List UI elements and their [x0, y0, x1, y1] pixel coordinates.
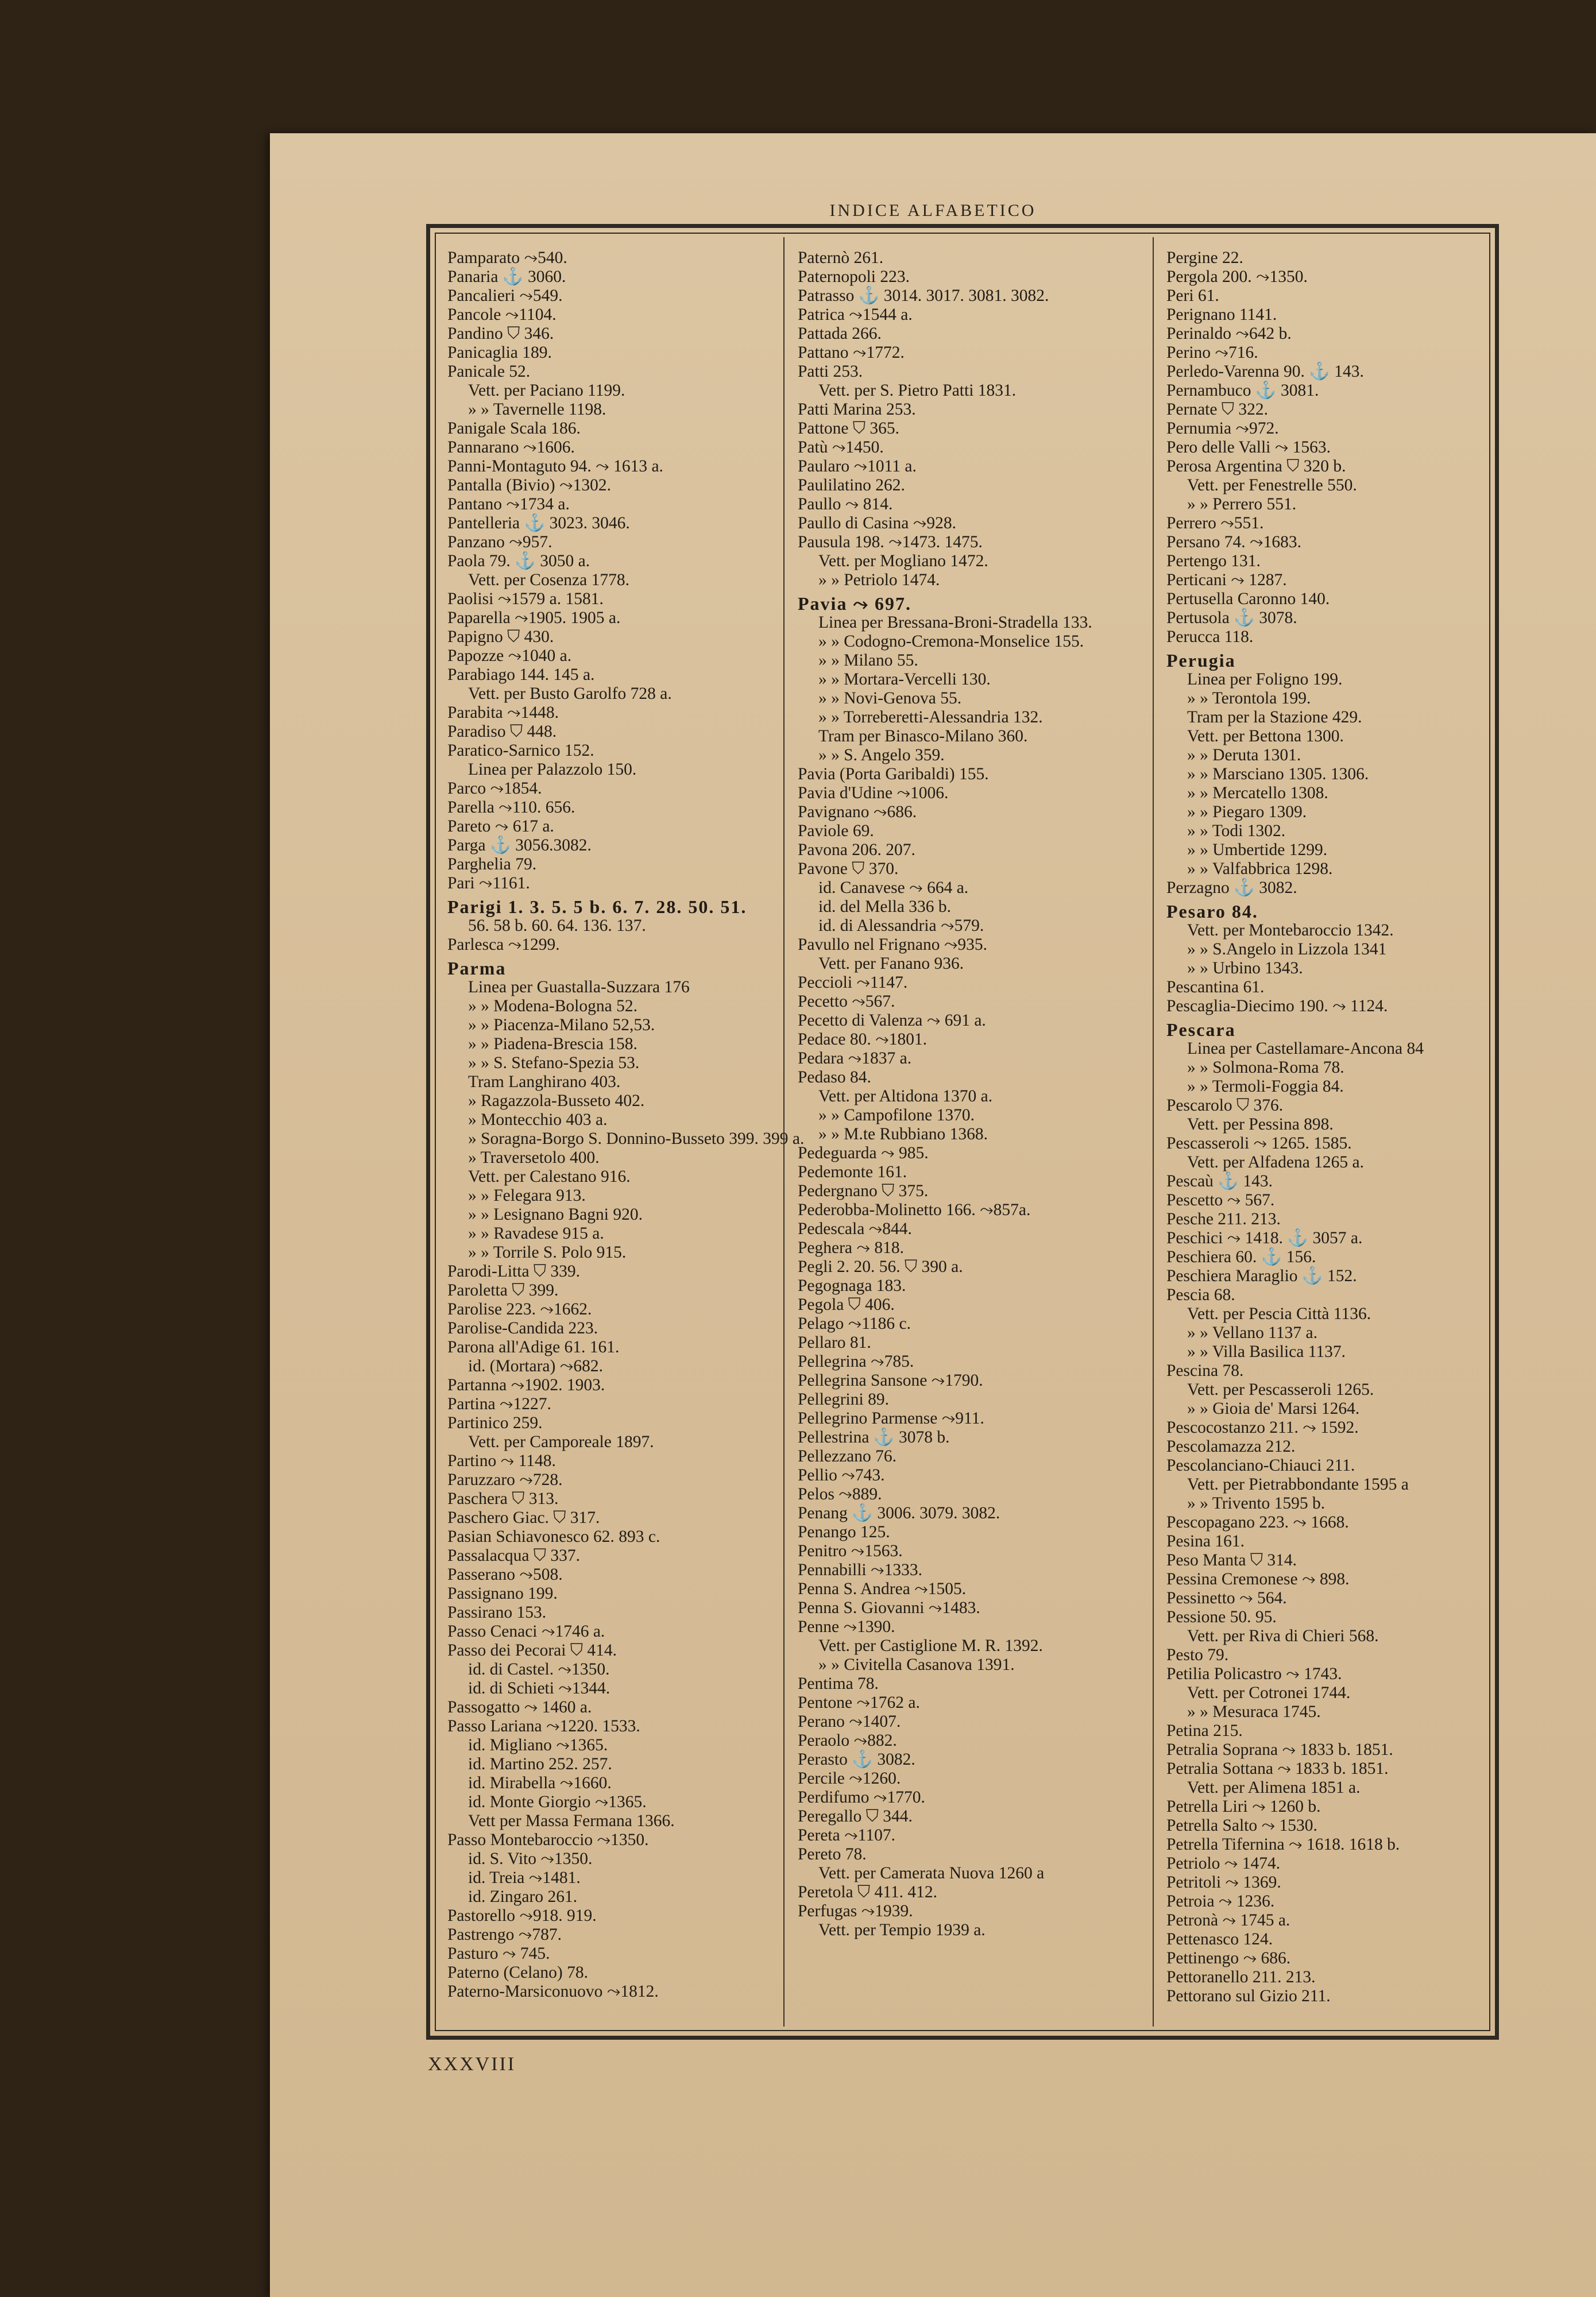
- index-subentry: » » Civitella Casanova 1391.: [818, 1656, 1015, 1674]
- index-entry: Pastrengo ⤳787.: [447, 1925, 562, 1944]
- index-subentry: » Montecchio 403 a.: [468, 1111, 608, 1129]
- index-entry: Partanna ⤳1902. 1903.: [447, 1376, 605, 1394]
- index-entry: Parghelia 79.: [447, 855, 537, 873]
- index-subentry: Vett. per Tempio 1939 a.: [818, 1921, 986, 1939]
- index-subentry: » » Trivento 1595 b.: [1187, 1494, 1326, 1513]
- index-subentry: » » Marsciano 1305. 1306.: [1187, 765, 1369, 783]
- index-subentry: » » Ravadese 915 a.: [468, 1224, 604, 1243]
- index-entry: Paola 79. ⚓ 3050 a.: [447, 552, 590, 570]
- index-entry: Petronà ⤳ 1745 a.: [1166, 1911, 1290, 1929]
- index-entry: Pesche 211. 213.: [1166, 1210, 1281, 1228]
- index-entry: Perzagno ⚓ 3082.: [1166, 879, 1297, 897]
- index-entry: Pasturo ⤳ 745.: [447, 1944, 550, 1963]
- index-entry: Perasto ⚓ 3082.: [798, 1750, 915, 1769]
- index-entry: Panicaglia 189.: [447, 343, 552, 362]
- index-entry: Pennabilli ⤳1333.: [798, 1561, 922, 1579]
- index-subentry: » » Mesuraca 1745.: [1187, 1703, 1321, 1721]
- index-subentry: Vett. per Fenestrelle 550.: [1187, 476, 1357, 494]
- index-entry: Paratico-Sarnico 152.: [447, 741, 594, 760]
- index-entry: Papozze ⤳1040 a.: [447, 647, 572, 665]
- index-entry: Panigale Scala 186.: [447, 419, 581, 438]
- index-entry: Perrero ⤳551.: [1166, 514, 1264, 532]
- index-entry: Pero delle Valli ⤳ 1563.: [1166, 438, 1331, 457]
- page-number: XXXVIII: [428, 2054, 516, 2075]
- index-entry: Pedergnano ⛉ 375.: [798, 1182, 929, 1200]
- index-entry: Pereto 78.: [798, 1845, 867, 1863]
- index-entry: Parabita ⤳1448.: [447, 703, 559, 722]
- index-entry: Pescopagano 223. ⤳ 1668.: [1166, 1513, 1349, 1532]
- index-entry: Petritoli ⤳ 1369.: [1166, 1873, 1281, 1892]
- index-entry: Perignano 1141.: [1166, 306, 1277, 324]
- index-entry: Perinaldo ⤳642 b.: [1166, 324, 1292, 343]
- index-entry: Panaria ⚓ 3060.: [447, 268, 566, 286]
- index-entry: Patrasso ⚓ 3014. 3017. 3081. 3082.: [798, 287, 1049, 305]
- index-entry: Panzano ⤳957.: [447, 533, 552, 551]
- index-entry: Pedemonte 161.: [798, 1163, 907, 1181]
- index-entry: Patrica ⤳1544 a.: [798, 306, 913, 324]
- index-entry: Petrella Salto ⤳ 1530.: [1166, 1816, 1317, 1835]
- index-entry: Pattone ⛉ 365.: [798, 419, 899, 438]
- index-entry: Pegli 2. 20. 56. ⛉ 390 a.: [798, 1258, 963, 1276]
- index-entry: Pavia (Porta Garibaldi) 155.: [798, 765, 989, 783]
- index-entry: Pettorano sul Gizio 211.: [1166, 1987, 1331, 2005]
- index-subentry: Vett. per Calestano 916.: [468, 1167, 631, 1186]
- index-entry: Paroletta ⛉ 399.: [447, 1281, 559, 1300]
- index-entry: Pari ⤳1161.: [447, 874, 530, 892]
- index-heading: Parigi 1. 3. 5. 5 b. 6. 7. 28. 50. 51.: [447, 896, 747, 917]
- index-entry: Pescaù ⚓ 143.: [1166, 1172, 1273, 1190]
- index-entry: Pedaso 84.: [798, 1068, 871, 1086]
- index-subentry: » Soragna-Borgo S. Donnino-Busseto 399. 399 a.: [468, 1130, 805, 1148]
- index-entry: Penna S. Andrea ⤳1505.: [798, 1580, 967, 1598]
- index-entry: Pasian Schiavonesco 62. 893 c.: [447, 1528, 660, 1546]
- index-subentry: Linea per Guastalla-Suzzara 176: [468, 978, 690, 996]
- index-entry: Peri 61.: [1166, 287, 1219, 305]
- index-entry: Paullo di Casina ⤳928.: [798, 514, 956, 532]
- index-entry: Pertusella Caronno 140.: [1166, 590, 1330, 608]
- index-subentry: Vett per Massa Fermana 1366.: [468, 1812, 675, 1830]
- index-entry: Parolise 223. ⤳1662.: [447, 1300, 592, 1318]
- index-heading: Parma: [447, 958, 507, 979]
- index-entry: Paradiso ⛉ 448.: [447, 722, 557, 741]
- index-subentry: Tram per la Stazione 429.: [1187, 708, 1362, 726]
- index-entry: Pandino ⛉ 346.: [447, 324, 554, 343]
- index-subentry: » » Novi-Genova 55.: [818, 689, 962, 707]
- index-entry: Pellio ⤳743.: [798, 1466, 885, 1484]
- index-entry: Pertengo 131.: [1166, 552, 1261, 570]
- index-subentry: Vett. per Fanano 936.: [818, 954, 964, 973]
- index-entry: Pedescala ⤳844.: [798, 1220, 912, 1238]
- index-entry: Pergola 200. ⤳1350.: [1166, 268, 1308, 286]
- index-entry: Pesina 161.: [1166, 1532, 1245, 1550]
- index-entry: Pereta ⤳1107.: [798, 1826, 895, 1844]
- index-entry: Passerano ⤳508.: [447, 1565, 563, 1584]
- index-subentry: » » Petriolo 1474.: [818, 571, 940, 589]
- index-subentry: » » Valfabbrica 1298.: [1187, 860, 1333, 878]
- index-entry: Pellegrino Parmense ⤳911.: [798, 1409, 984, 1428]
- index-entry: Partino ⤳ 1148.: [447, 1452, 556, 1470]
- index-subentry: id. Canavese ⤳ 664 a.: [818, 879, 969, 897]
- index-entry: Pescasseroli ⤳ 1265. 1585.: [1166, 1134, 1352, 1153]
- index-entry: Perledo-Varenna 90. ⚓ 143.: [1166, 362, 1364, 381]
- index-entry: Pescarolo ⛉ 376.: [1166, 1096, 1284, 1115]
- index-entry: Pellestrina ⚓ 3078 b.: [798, 1428, 950, 1447]
- index-subentry: » » Piadena-Brescia 158.: [468, 1035, 637, 1053]
- index-entry: Pancole ⤳1104.: [447, 306, 557, 324]
- index-heading: Perugia: [1166, 650, 1236, 671]
- index-entry: Partinico 259.: [447, 1414, 543, 1432]
- index-subentry: » » Perrero 551.: [1187, 495, 1297, 513]
- index-entry: Parolise-Candida 223.: [447, 1319, 598, 1337]
- index-entry: Pausula 198. ⤳1473. 1475.: [798, 533, 983, 551]
- index-entry: Perosa Argentina ⛉ 320 b.: [1166, 457, 1346, 475]
- index-entry: Pergine 22.: [1166, 249, 1243, 267]
- index-subentry: 56. 58 b. 60. 64. 136. 137.: [468, 917, 646, 935]
- running-head: INDICE ALFABETICO: [829, 201, 1037, 220]
- index-entry: Pesto 79.: [1166, 1646, 1229, 1664]
- index-subentry: » » S. Angelo 359.: [818, 746, 945, 764]
- index-subentry: Tram Langhirano 403.: [468, 1073, 621, 1091]
- index-entry: Pessione 50. 95.: [1166, 1608, 1277, 1626]
- index-subentry: » » S. Stefano-Spezia 53.: [468, 1054, 640, 1072]
- index-entry: Pescocostanzo 211. ⤳ 1592.: [1166, 1418, 1359, 1437]
- index-frame: [426, 224, 1499, 2040]
- index-subentry: » » Mercatello 1308.: [1187, 784, 1328, 802]
- index-entry: Pentone ⤳1762 a.: [798, 1693, 920, 1712]
- index-entry: Pernumia ⤳972.: [1166, 419, 1279, 438]
- index-entry: Paterno (Celano) 78.: [447, 1963, 588, 1982]
- index-entry: Pegola ⛉ 406.: [798, 1296, 895, 1314]
- index-column-2: [798, 249, 1092, 1940]
- index-column-1: [447, 249, 804, 2001]
- index-entry: Petina 215.: [1166, 1722, 1243, 1740]
- index-entry: Pescolanciano-Chiauci 211.: [1166, 1456, 1355, 1475]
- index-column-3: [1166, 249, 1424, 2006]
- index-entry: Pedeguarda ⤳ 985.: [798, 1144, 929, 1162]
- index-entry: Partina ⤳1227.: [447, 1395, 551, 1413]
- index-subentry: Vett. per Busto Garolfo 728 a.: [468, 685, 672, 703]
- index-subentry: » » Vellano 1137 a.: [1187, 1324, 1317, 1342]
- index-subentry: » » Umbertide 1299.: [1187, 841, 1328, 859]
- index-subentry: » Ragazzola-Busseto 402.: [468, 1092, 645, 1110]
- index-subentry: » » Piacenza-Milano 52,53.: [468, 1016, 655, 1034]
- index-subentry: id. di Castel. ⤳1350.: [468, 1660, 610, 1679]
- index-entry: Pastorello ⤳918. 919.: [447, 1907, 597, 1925]
- index-subentry: Vett. per S. Pietro Patti 1831.: [818, 381, 1017, 400]
- index-subentry: Vett. per Cotronei 1744.: [1187, 1684, 1351, 1702]
- book-page: [270, 133, 1596, 2297]
- index-entry: Passo Cenaci ⤳1746 a.: [447, 1622, 605, 1641]
- index-entry: Pannarano ⤳1606.: [447, 438, 575, 457]
- index-entry: Perano ⤳1407.: [798, 1712, 901, 1731]
- index-entry: Petralia Soprana ⤳ 1833 b. 1851.: [1166, 1741, 1393, 1759]
- index-subentry: » » Lesignano Bagni 920.: [468, 1205, 643, 1224]
- index-entry: Paularo ⤳1011 a.: [798, 457, 917, 475]
- index-entry: Paterno-Marsiconuovo ⤳1812.: [447, 1982, 659, 2001]
- index-entry: Petilia Policastro ⤳ 1743.: [1166, 1665, 1342, 1683]
- index-subentry: » » Campofilone 1370.: [818, 1106, 975, 1124]
- index-subentry: Vett. per Cosenza 1778.: [468, 571, 629, 589]
- index-subentry: » » Deruta 1301.: [1187, 746, 1301, 764]
- index-entry: Peraolo ⤳882.: [798, 1731, 897, 1750]
- index-entry: Pettenasco 124.: [1166, 1930, 1273, 1948]
- column-separator: [1153, 237, 1154, 2027]
- index-subentry: Vett. per Pessina 898.: [1187, 1115, 1334, 1134]
- index-entry: Pernate ⛉ 322.: [1166, 400, 1268, 419]
- index-entry: Panni-Montaguto 94. ⤳ 1613 a.: [447, 457, 663, 475]
- index-subentry: id. Monte Giorgio ⤳1365.: [468, 1793, 647, 1811]
- index-entry: Pavia d'Udine ⤳1006.: [798, 784, 949, 802]
- index-subentry: Vett. per Bettona 1300.: [1187, 727, 1344, 745]
- index-entry: Pentima 78.: [798, 1675, 879, 1693]
- index-entry: Perucca 118.: [1166, 628, 1254, 646]
- index-entry: Paschero Giac. ⛉ 317.: [447, 1509, 600, 1527]
- index-subentry: Linea per Bressana-Broni-Stradella 133.: [818, 613, 1092, 632]
- index-subentry: id. Migliano ⤳1365.: [468, 1736, 608, 1754]
- index-entry: Pattano ⤳1772.: [798, 343, 905, 362]
- index-subentry: » » Modena-Bologna 52.: [468, 997, 637, 1015]
- index-subentry: » » Termoli-Foggia 84.: [1187, 1077, 1344, 1096]
- index-subentry: Vett. per Altidona 1370 a.: [818, 1087, 993, 1105]
- index-subentry: Vett. per Mogliano 1472.: [818, 552, 988, 570]
- index-entry: Patù ⤳1450.: [798, 438, 884, 457]
- index-entry: Petroia ⤳ 1236.: [1166, 1892, 1275, 1911]
- index-subentry: Vett. per Riva di Chieri 568.: [1187, 1627, 1379, 1645]
- index-entry: Pellegrini 89.: [798, 1390, 889, 1409]
- index-entry: Penne ⤳1390.: [798, 1618, 895, 1636]
- index-entry: Pedara ⤳1837 a.: [798, 1049, 912, 1068]
- index-entry: Pessinetto ⤳ 564.: [1166, 1589, 1287, 1607]
- index-entry: Pedace 80. ⤳1801.: [798, 1030, 928, 1049]
- index-entry: Pattada 266.: [798, 324, 882, 343]
- index-entry: Peschici ⤳ 1418. ⚓ 3057 a.: [1166, 1229, 1363, 1247]
- index-entry: Pescantina 61.: [1166, 978, 1265, 996]
- index-entry: Peretola ⛉ 411. 412.: [798, 1883, 938, 1901]
- index-entry: Pelos ⤳889.: [798, 1485, 882, 1503]
- index-entry: Parodi-Litta ⛉ 339.: [447, 1262, 581, 1281]
- index-subentry: id. Zingaro 261.: [468, 1888, 578, 1906]
- index-entry: Paolisi ⤳1579 a. 1581.: [447, 590, 604, 608]
- index-subentry: id. S. Vito ⤳1350.: [468, 1850, 593, 1868]
- index-entry: Petrella Liri ⤳ 1260 b.: [1166, 1797, 1321, 1816]
- index-entry: Persano 74. ⤳1683.: [1166, 533, 1301, 551]
- index-subentry: » » Milano 55.: [818, 651, 918, 670]
- index-entry: Perino ⤳716.: [1166, 343, 1258, 362]
- index-entry: Pelago ⤳1186 c.: [798, 1314, 911, 1333]
- index-entry: Petrella Tifernina ⤳ 1618. 1618 b.: [1166, 1835, 1400, 1854]
- index-entry: Paulilatino 262.: [798, 476, 905, 494]
- index-subentry: Vett. per Paciano 1199.: [468, 381, 625, 400]
- index-subentry: Vett. per Castiglione M. R. 1392.: [818, 1637, 1043, 1655]
- index-entry: Pettoranello 211. 213.: [1166, 1968, 1316, 1986]
- index-entry: Parga ⚓ 3056.3082.: [447, 836, 592, 854]
- index-subentry: » » Felegara 913.: [468, 1186, 586, 1205]
- index-entry: Pantano ⤳1734 a.: [447, 495, 570, 513]
- index-subentry: Tram per Binasco-Milano 360.: [818, 727, 1028, 745]
- index-entry: Pettinengo ⤳ 686.: [1166, 1949, 1291, 1967]
- index-subentry: Vett. per Pietrabbondante 1595 a: [1187, 1475, 1409, 1494]
- index-entry: Paullo ⤳ 814.: [798, 495, 893, 513]
- index-entry: Pavignano ⤳686.: [798, 803, 917, 821]
- index-entry: Peghera ⤳ 818.: [798, 1239, 904, 1257]
- index-subentry: » » Urbino 1343.: [1187, 959, 1303, 977]
- index-heading: Pescara: [1166, 1019, 1236, 1040]
- index-entry: Pavullo nel Frignano ⤳935.: [798, 935, 988, 954]
- index-entry: Penna S. Giovanni ⤳1483.: [798, 1599, 980, 1617]
- index-entry: Panicale 52.: [447, 362, 531, 381]
- index-subentry: » » Solmona-Roma 78.: [1187, 1058, 1344, 1077]
- index-entry: Percile ⤳1260.: [798, 1769, 901, 1788]
- index-entry: Pessina Cremonese ⤳ 898.: [1166, 1570, 1350, 1588]
- index-entry: Pantalla (Bivio) ⤳1302.: [447, 476, 611, 494]
- index-subentry: id. di Schieti ⤳1344.: [468, 1679, 610, 1697]
- index-entry: Peso Manta ⛉ 314.: [1166, 1551, 1297, 1569]
- index-subentry: » » Gioia de' Marsi 1264.: [1187, 1399, 1360, 1418]
- index-entry: Passignano 199.: [447, 1584, 558, 1603]
- index-subentry: Vett. per Alfadena 1265 a.: [1187, 1153, 1365, 1171]
- index-entry: Pellezzano 76.: [798, 1447, 897, 1465]
- index-entry: Paparella ⤳1905. 1905 a.: [447, 609, 621, 627]
- index-entry: Parona all'Adige 61. 161.: [447, 1338, 620, 1356]
- index-entry: Perdifumo ⤳1770.: [798, 1788, 925, 1807]
- index-entry: Penitro ⤳1563.: [798, 1542, 903, 1560]
- index-entry: Pellegrina Sansone ⤳1790.: [798, 1371, 983, 1390]
- index-subentry: » » Mortara-Vercelli 130.: [818, 670, 991, 689]
- index-entry: Passo Montebaroccio ⤳1350.: [447, 1831, 649, 1849]
- index-entry: Passo Lariana ⤳1220. 1533.: [447, 1717, 640, 1735]
- index-entry: Papigno ⛉ 430.: [447, 628, 554, 646]
- index-entry: Pegognaga 183.: [798, 1277, 906, 1295]
- index-subentry: Linea per Castellamare-Ancona 84: [1187, 1039, 1424, 1058]
- index-subentry: » » Codogno-Cremona-Monselice 155.: [818, 632, 1084, 651]
- index-entry: Pellegrina ⤳785.: [798, 1352, 914, 1371]
- index-entry: Passalacqua ⛉ 337.: [447, 1546, 581, 1565]
- index-entry: Parlesca ⤳1299.: [447, 935, 560, 954]
- index-entry: Pavone ⛉ 370.: [798, 860, 899, 878]
- index-entry: Pecetto di Valenza ⤳ 691 a.: [798, 1011, 986, 1030]
- index-entry: Peregallo ⛉ 344.: [798, 1807, 913, 1826]
- index-entry: Passogatto ⤳ 1460 a.: [447, 1698, 592, 1716]
- index-entry: Penango 125.: [798, 1523, 890, 1541]
- index-entry: Pescolamazza 212.: [1166, 1437, 1296, 1456]
- index-entry: Paschera ⛉ 313.: [447, 1490, 559, 1508]
- index-entry: Pescina 78.: [1166, 1362, 1244, 1380]
- index-subentry: id. Treia ⤳1481.: [468, 1869, 581, 1887]
- index-heading: Pavia ⤳ 697.: [798, 593, 912, 614]
- index-subentry: » » Torreberetti-Alessandria 132.: [818, 708, 1043, 726]
- index-heading: Pesaro 84.: [1166, 901, 1258, 922]
- index-entry: Pavona 206. 207.: [798, 841, 915, 859]
- index-subentry: » » Villa Basilica 1137.: [1187, 1343, 1346, 1361]
- index-entry: Pamparato ⤳540.: [447, 249, 567, 267]
- index-entry: Paternopoli 223.: [798, 268, 910, 286]
- index-entry: Peschiera 60. ⚓ 156.: [1166, 1248, 1316, 1266]
- index-subentry: » » Tavernelle 1198.: [468, 400, 606, 419]
- index-subentry: Linea per Foligno 199.: [1187, 670, 1343, 689]
- index-entry: Peschiera Maraglio ⚓ 152.: [1166, 1267, 1357, 1285]
- index-entry: Pantelleria ⚓ 3023. 3046.: [447, 514, 630, 532]
- index-subentry: » Traversetolo 400.: [468, 1148, 600, 1167]
- index-subentry: » » Torrile S. Polo 915.: [468, 1243, 627, 1262]
- index-entry: Patti 253.: [798, 362, 863, 381]
- index-entry: Pareto ⤳ 617 a.: [447, 817, 554, 836]
- index-entry: Parabiago 144. 145 a.: [447, 666, 595, 684]
- index-subentry: » » S.Angelo in Lizzola 1341: [1187, 940, 1387, 958]
- index-entry: Parco ⤳1854.: [447, 779, 542, 798]
- index-subentry: » » Terontola 199.: [1187, 689, 1311, 707]
- index-subentry: Linea per Palazzolo 150.: [468, 760, 637, 779]
- index-entry: Passo dei Pecorai ⛉ 414.: [447, 1641, 617, 1660]
- index-subentry: » » Todi 1302.: [1187, 822, 1286, 840]
- index-subentry: id. del Mella 336 b.: [818, 898, 952, 916]
- index-entry: Pescaglia-Diecimo 190. ⤳ 1124.: [1166, 997, 1388, 1015]
- index-subentry: » » M.te Rubbiano 1368.: [818, 1125, 988, 1143]
- index-subentry: id. Martino 252. 257.: [468, 1755, 612, 1773]
- index-entry: Paternò 261.: [798, 249, 884, 267]
- index-subentry: id. (Mortara) ⤳682.: [468, 1357, 603, 1375]
- index-entry: Pertusola ⚓ 3078.: [1166, 609, 1297, 627]
- index-subentry: Vett. per Pescia Città 1136.: [1187, 1305, 1371, 1323]
- index-subentry: Vett. per Camerata Nuova 1260 a: [818, 1864, 1045, 1882]
- index-entry: Perfugas ⤳1939.: [798, 1902, 913, 1920]
- index-subentry: » » Piegaro 1309.: [1187, 803, 1307, 821]
- index-entry: Peccioli ⤳1147.: [798, 973, 908, 992]
- index-entry: Pederobba-Molinetto 166. ⤳857a.: [798, 1201, 1031, 1219]
- index-subentry: id. di Alessandria ⤳579.: [818, 917, 984, 935]
- index-entry: Petriolo ⤳ 1474.: [1166, 1854, 1281, 1873]
- index-entry: Pecetto ⤳567.: [798, 992, 895, 1011]
- index-entry: Pernambuco ⚓ 3081.: [1166, 381, 1319, 400]
- index-subentry: Vett. per Camporeale 1897.: [468, 1433, 654, 1451]
- index-subentry: Vett. per Pescasseroli 1265.: [1187, 1380, 1374, 1399]
- index-entry: Paviole 69.: [798, 822, 874, 840]
- index-entry: Petralia Sottana ⤳ 1833 b. 1851.: [1166, 1760, 1389, 1778]
- index-entry: Pescetto ⤳ 567.: [1166, 1191, 1275, 1209]
- index-entry: Passirano 153.: [447, 1603, 547, 1622]
- index-entry: Pancalieri ⤳549.: [447, 287, 563, 305]
- index-entry: Penang ⚓ 3006. 3079. 3082.: [798, 1504, 1000, 1522]
- index-subentry: Vett. per Alimena 1851 a.: [1187, 1778, 1361, 1797]
- index-entry: Patti Marina 253.: [798, 400, 916, 419]
- index-subentry: Vett. per Montebaroccio 1342.: [1187, 921, 1394, 939]
- index-entry: Pellaro 81.: [798, 1333, 871, 1352]
- index-entry: Paruzzaro ⤳728.: [447, 1471, 563, 1489]
- index-entry: Parella ⤳110. 656.: [447, 798, 575, 817]
- index-subentry: id. Mirabella ⤳1660.: [468, 1774, 612, 1792]
- index-entry: Perticani ⤳ 1287.: [1166, 571, 1287, 589]
- index-entry: Pescia 68.: [1166, 1286, 1235, 1304]
